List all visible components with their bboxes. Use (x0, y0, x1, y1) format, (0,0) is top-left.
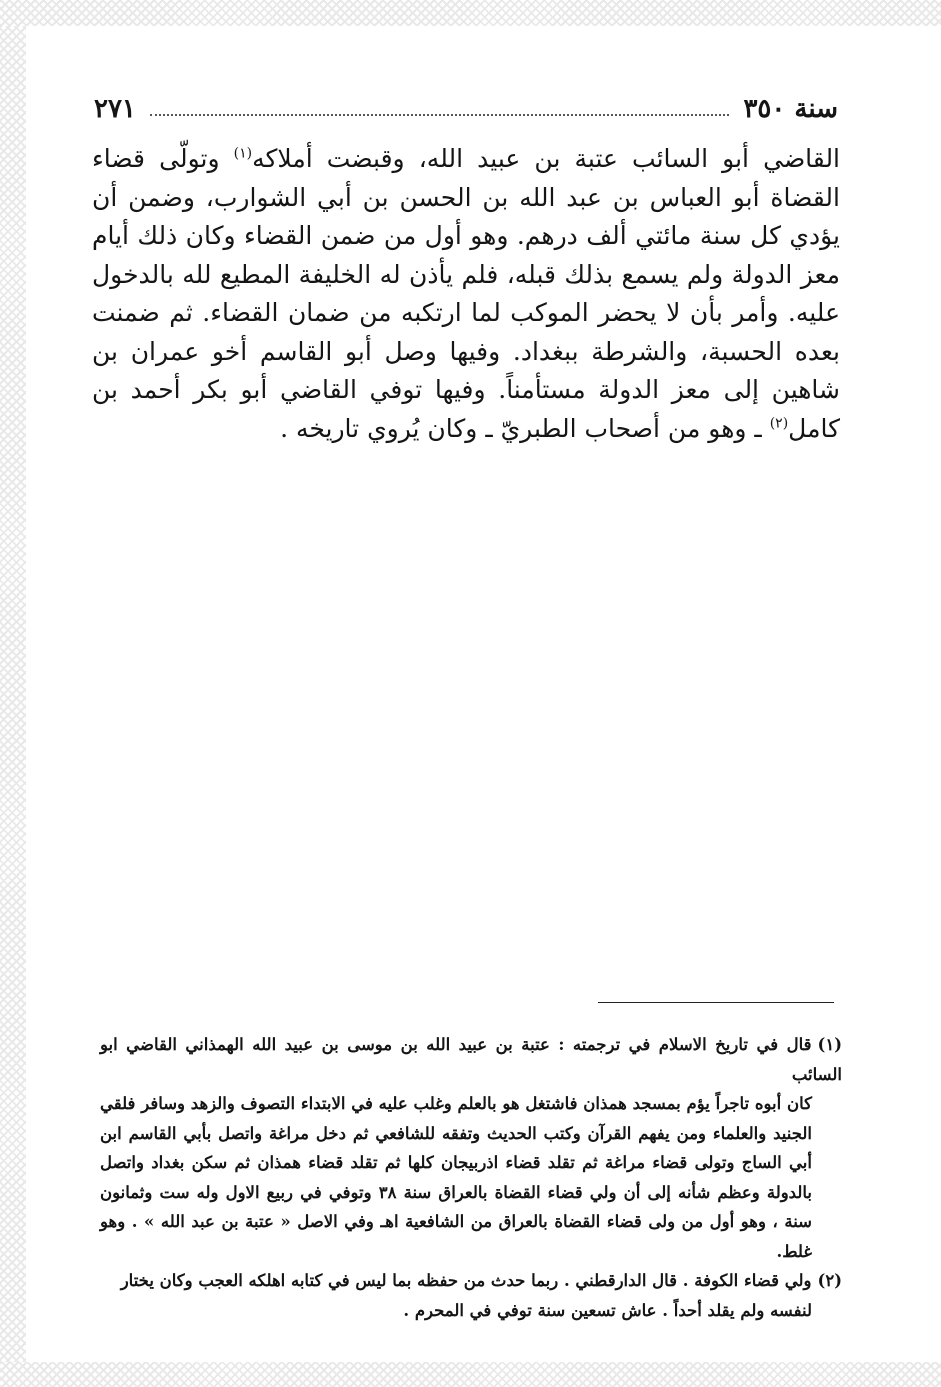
footnotes (100, 1030, 842, 1325)
footnote-2 (100, 1266, 842, 1325)
running-header (94, 92, 838, 126)
main-text-part1: القاضي أبو السائب عتبة بن عبيد الله، وقبضت أملاكه (252, 144, 841, 173)
footnote-1 (100, 1030, 842, 1266)
footnote-first-line: ولي قضاء الكوفة . قال الدارقطني . ربما حدث من حفظه بما ليس في كتابه اهلكه العجب وكان يختار (120, 1271, 812, 1290)
footnote-ref-1: (١) (233, 145, 253, 162)
main-text (92, 140, 840, 448)
footnote-ref-2: (٢) (769, 415, 789, 432)
main-text-part3: ـ وهو من أصحاب الطبريّ ـ وكان يُروي تاريخه . (280, 413, 770, 443)
header-dot-leader (150, 114, 730, 116)
footnote-marker: (١) (817, 1035, 842, 1054)
decorative-border-bottom (0, 1362, 941, 1387)
decorative-border-top (0, 0, 941, 26)
footnote-separator (598, 1002, 834, 1003)
page-number: ٢٧١ (94, 94, 136, 124)
main-paragraph (92, 140, 840, 448)
footnote-continuation: كان أبوه تاجراً يؤم بمسجد همذان فاشتغل هو بالعلم وغلب عليه في الابتداء التصوف والزهد وسافر فلقي الجنيد والعلماء ومن يفهم القرآن وكتب الحديث وتفقه للشافعي ثم دخل مراغة واتصل بأبي القاسم ابن أبي الساج وتولى قضاء مراغة ثم تقلد قضاء اذربيجان كلها ثم تقلد قضاء همذان ثم سكن بغداد واتصل بالدولة وعظم شأنه إلى أن ولي قضاء القضاة بالعراق سنة ٣٨ وتوفي في ربيع الاول وله ست وثمانون سنة ، وهو أول من ولى قضاء القضاة بالعراق من الشافعية اهـ وفي الاصل « عتبة بن عبد الله » . وهو غلط. (100, 1094, 812, 1261)
decorative-border-left (0, 26, 26, 1362)
header-year: سنة ٣٥٠ (743, 94, 838, 124)
footnote-marker: (٢) (817, 1271, 842, 1290)
footnote-first-line: قال في تاريخ الاسلام في ترجمته : عتبة بن عبيد الله بن موسى بن عبيد الله الهمذاني القاضي ابو السائب (100, 1035, 842, 1084)
main-text-part2: وتولّى قضاء القضاة أبو العباس بن عبد الله بن الحسن بن أبي الشوارب، وضمن أن يؤدي كل سنة مائتي ألف درهم. وهو أول من ضمن القضاء وكان ذلك أيام معز الدولة ولم يسمع بذلك قبله، فلم يأذن له الخليفة المطيع لله بالدخول عليه. وأمر بأن لا يحضر الموكب لما ارتكبه من ضمان القضاء. ثم ضمنت بعده الحسبة، والشرطة ببغداد. وفيها وصل أبو القاسم أخو عمران بن شاهين إلى معز الدولة مستأمناً. وفيها توفي القاضي أبو بكر أحمد بن كامل (92, 144, 840, 443)
footnote-continuation: لنفسه ولم يقلد أحداً . عاش تسعين سنة توفي في المحرم . (403, 1300, 812, 1320)
